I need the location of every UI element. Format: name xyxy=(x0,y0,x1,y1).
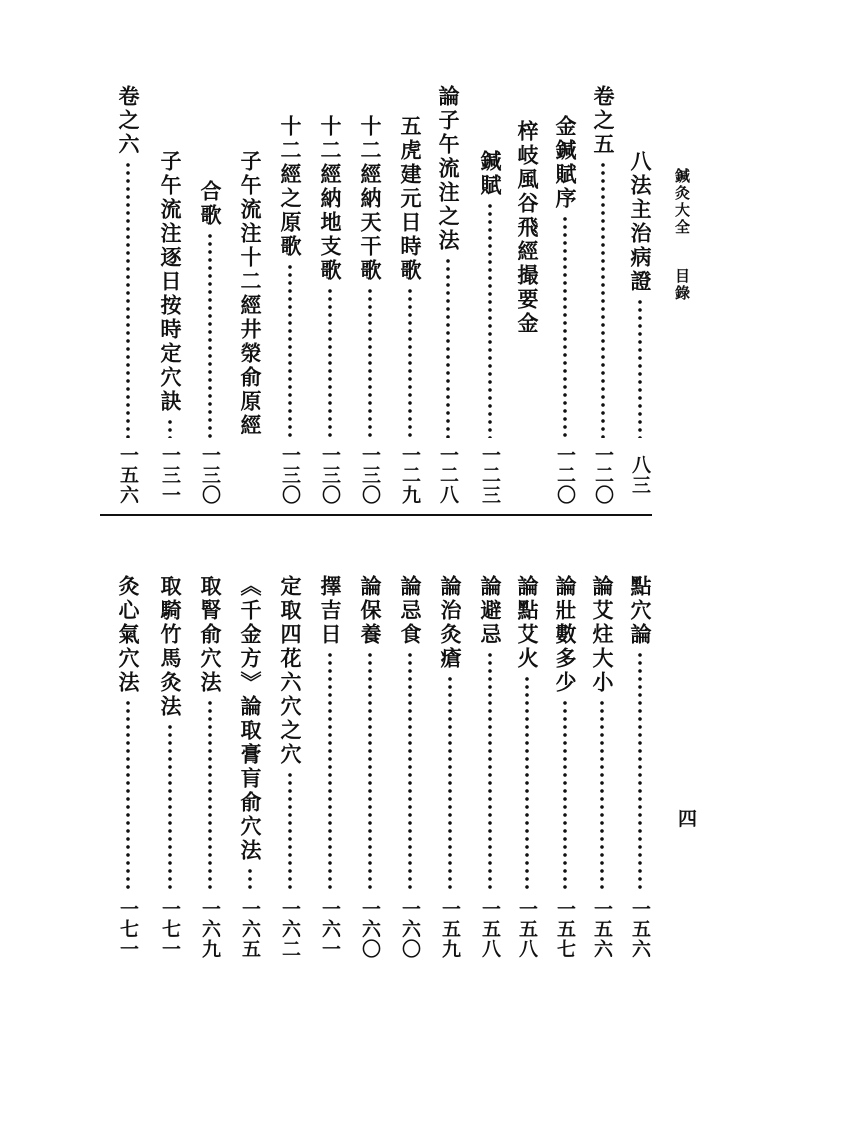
toc-entry[interactable] xyxy=(437,575,463,962)
toc-entry-page: 一二九 xyxy=(399,445,421,505)
toc-entry-title: 子午流注逐日按時定穴訣 xyxy=(158,150,183,414)
dot-leader xyxy=(247,867,253,892)
toc-entry[interactable] xyxy=(552,115,578,508)
toc-entry-page: 一三〇 xyxy=(359,445,381,505)
toc-entry-page: 一三〇 xyxy=(279,445,301,505)
toc-entry-title: 五虎建元日時歌 xyxy=(398,115,423,283)
page-number: 四 xyxy=(678,808,698,830)
toc-entry-title: 卷之六 xyxy=(116,85,141,157)
toc-entry-title: 八法主治病證 xyxy=(628,150,653,294)
toc-entry-page: 一五八 xyxy=(479,899,501,959)
toc-entry-page: 一三〇 xyxy=(319,445,341,505)
toc-entry[interactable] xyxy=(627,575,653,962)
toc-entry-page: 一二三 xyxy=(479,445,501,505)
toc-entry[interactable] xyxy=(397,115,423,508)
toc-entry-page: 一七一 xyxy=(117,899,139,959)
dot-leader xyxy=(637,651,643,892)
toc-entry[interactable] xyxy=(317,115,343,508)
dot-leader xyxy=(327,651,333,892)
toc-entry-title: 論治灸瘡 xyxy=(438,575,463,671)
toc-entry-page: 一五八 xyxy=(516,899,538,959)
toc-entry-title: 《千金方》論取膏肓俞穴法 xyxy=(238,575,263,863)
toc-entry[interactable] xyxy=(589,575,615,962)
toc-entry[interactable] xyxy=(435,85,461,508)
dot-leader xyxy=(637,298,643,438)
toc-entry-page: 一六〇 xyxy=(359,899,381,959)
dot-leader xyxy=(487,651,493,892)
toc-entry[interactable] xyxy=(277,115,303,508)
toc-entry[interactable] xyxy=(477,575,503,962)
toc-entry-title: 論保養 xyxy=(358,575,383,647)
toc-entry-title: 梓岐風谷飛經撮要金 xyxy=(515,120,540,336)
toc-entry-page: 一五七 xyxy=(554,899,576,959)
toc-entry-page: 一六二 xyxy=(279,899,301,959)
section-title: 目錄 xyxy=(673,268,691,303)
toc-entry-page: 一五六 xyxy=(629,899,651,959)
toc-entry-page: 一六〇 xyxy=(399,899,421,959)
toc-entry[interactable] xyxy=(237,150,263,438)
toc-entry-page: 一七一 xyxy=(159,899,181,959)
toc-entry-title: 合歌 xyxy=(198,180,223,228)
toc-entry-page: 一六九 xyxy=(199,899,221,959)
running-header xyxy=(672,168,693,302)
toc-entry[interactable] xyxy=(277,575,303,962)
dot-leader xyxy=(287,263,293,438)
toc-entry[interactable] xyxy=(115,575,141,962)
toc-entry-title: 點穴論 xyxy=(628,575,653,647)
toc-entry-title: 鍼賦 xyxy=(478,150,503,198)
toc-entry[interactable] xyxy=(397,575,423,962)
dot-leader xyxy=(599,699,605,892)
toc-entry[interactable] xyxy=(357,575,383,962)
dot-leader xyxy=(327,287,333,438)
toc-entry-title: 十二經之原歌 xyxy=(278,115,303,259)
toc-entry-title: 論艾炷大小 xyxy=(590,575,615,695)
toc-entry[interactable] xyxy=(514,575,540,962)
toc-entry-title: 卷之五 xyxy=(591,85,616,157)
dot-leader xyxy=(524,675,530,892)
toc-entry[interactable] xyxy=(317,575,343,962)
dot-leader xyxy=(407,287,413,438)
toc-entry-title: 擇吉日 xyxy=(318,575,343,647)
book-title: 鍼灸大全 xyxy=(673,168,691,236)
dot-leader xyxy=(125,161,131,438)
toc-entry[interactable] xyxy=(197,575,223,962)
toc-entry-title: 金鍼賦序 xyxy=(553,115,578,211)
dot-leader xyxy=(207,699,213,892)
toc-entry-title: 論子午流注之法 xyxy=(436,85,461,253)
toc-entry[interactable] xyxy=(627,150,653,508)
toc-entry-page: 一五九 xyxy=(439,899,461,959)
dot-leader xyxy=(445,257,451,438)
toc-entry-title: 論點艾火 xyxy=(515,575,540,671)
toc-entry-page: 一二〇 xyxy=(592,445,614,505)
toc-entry-title: 子午流注十二經井滎俞原經 xyxy=(238,150,263,438)
toc-entry-title: 論壯數多少 xyxy=(553,575,578,695)
toc-entry-title: 取腎俞穴法 xyxy=(198,575,223,695)
toc-entry[interactable] xyxy=(157,150,183,508)
toc-entry[interactable] xyxy=(237,575,263,962)
dot-leader xyxy=(367,651,373,892)
dot-leader xyxy=(367,287,373,438)
dot-leader xyxy=(562,699,568,892)
toc-entry[interactable] xyxy=(157,575,183,962)
toc-entry[interactable] xyxy=(357,115,383,508)
dot-leader xyxy=(562,215,568,438)
toc-entry-title: 十二經納地支歌 xyxy=(318,115,343,283)
toc-entry[interactable] xyxy=(477,150,503,508)
toc-entry-page: 一五六 xyxy=(117,445,139,505)
toc-entry-title: 十二經納天干歌 xyxy=(358,115,383,283)
toc-entry[interactable] xyxy=(552,575,578,962)
toc-entry-page: 一二〇 xyxy=(554,445,576,505)
dot-leader xyxy=(167,418,173,438)
toc-entry-page: 一五六 xyxy=(591,899,613,959)
toc-entry-page: 一六一 xyxy=(319,899,341,959)
dot-leader xyxy=(125,699,131,892)
toc-entry[interactable] xyxy=(115,85,141,508)
toc-entry[interactable] xyxy=(590,85,616,508)
dot-leader xyxy=(447,675,453,892)
toc-entry-title: 論避忌 xyxy=(478,575,503,647)
dot-leader xyxy=(407,651,413,892)
dot-leader xyxy=(207,232,213,438)
toc-entry-title: 定取四花六穴之穴 xyxy=(278,575,303,767)
toc-entry-page: 一二八 xyxy=(437,445,459,505)
dot-leader xyxy=(487,202,493,438)
toc-entry-title: 論忌食 xyxy=(398,575,423,647)
divider-rule xyxy=(100,514,652,516)
toc-entry[interactable] xyxy=(197,180,223,508)
toc-entry-page: 一六五 xyxy=(239,899,261,959)
toc-entry-page: 八三 xyxy=(629,455,651,495)
toc-entry-title: 取騎竹馬灸法 xyxy=(158,575,183,719)
dot-leader xyxy=(600,161,606,438)
dot-leader xyxy=(287,771,293,892)
toc-entry-page: 一三一 xyxy=(159,445,181,505)
dot-leader xyxy=(167,723,173,892)
toc-entry-page: 一三〇 xyxy=(199,445,221,505)
toc-entry[interactable] xyxy=(514,120,540,336)
toc-entry-title: 灸心氣穴法 xyxy=(116,575,141,695)
